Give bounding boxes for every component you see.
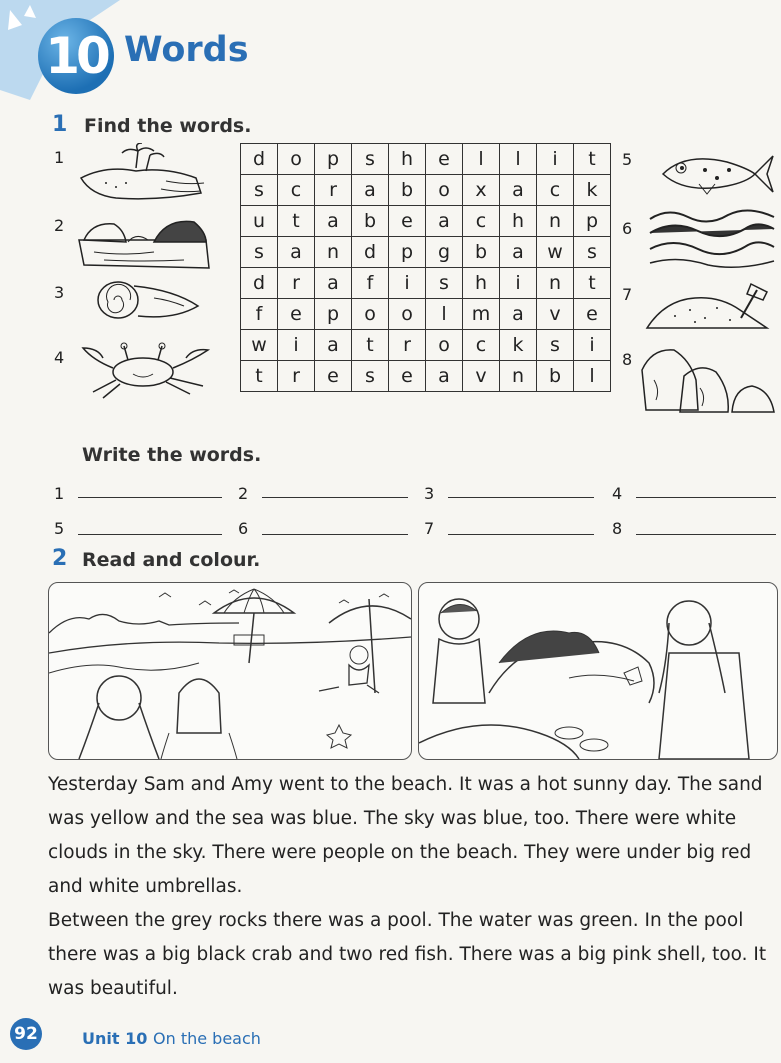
grid-cell[interactable]: s: [352, 361, 389, 392]
grid-cell[interactable]: p: [574, 206, 611, 237]
footer-topic: On the beach: [153, 1029, 261, 1048]
answer-line-4[interactable]: [636, 497, 776, 498]
grid-cell[interactable]: a: [315, 268, 352, 299]
grid-cell[interactable]: l: [500, 144, 537, 175]
grid-cell[interactable]: e: [389, 206, 426, 237]
grid-cell[interactable]: i: [500, 268, 537, 299]
rocks-icon: [74, 210, 214, 274]
grid-cell[interactable]: s: [537, 330, 574, 361]
grid-cell[interactable]: s: [241, 237, 278, 268]
grid-cell[interactable]: i: [278, 330, 315, 361]
grid-cell[interactable]: s: [241, 175, 278, 206]
grid-cell[interactable]: w: [241, 330, 278, 361]
answer-line-3[interactable]: [448, 497, 594, 498]
answer-line-2[interactable]: [262, 497, 408, 498]
grid-cell[interactable]: c: [463, 330, 500, 361]
grid-cell[interactable]: t: [352, 330, 389, 361]
grid-cell[interactable]: c: [537, 175, 574, 206]
grid-cell[interactable]: t: [241, 361, 278, 392]
grid-cell[interactable]: v: [463, 361, 500, 392]
grid-cell[interactable]: t: [574, 144, 611, 175]
grid-row: [241, 175, 611, 206]
grid-cell[interactable]: n: [537, 206, 574, 237]
grid-cell[interactable]: u: [241, 206, 278, 237]
grid-row: [241, 268, 611, 299]
grid-cell[interactable]: a: [500, 237, 537, 268]
picture-number: 1: [54, 148, 65, 167]
grid-cell[interactable]: e: [315, 361, 352, 392]
grid-cell[interactable]: i: [574, 330, 611, 361]
grid-cell[interactable]: x: [463, 175, 500, 206]
grid-cell[interactable]: e: [278, 299, 315, 330]
grid-row: [241, 361, 611, 392]
picture-number: 4: [54, 348, 65, 367]
grid-cell[interactable]: h: [389, 144, 426, 175]
grid-cell[interactable]: e: [389, 361, 426, 392]
grid-cell[interactable]: m: [463, 299, 500, 330]
picture-number: 6: [622, 219, 633, 238]
story-paragraph-1: Yesterday Sam and Amy went to the beach. It was a hot sunny day. The sand was yellow and the sea was blue. The sky was blue, too. There were white clouds in the sky. There were people on the beach. They were under big red and white umbrellas.: [48, 774, 763, 897]
grid-row: [241, 330, 611, 361]
stones-icon: [640, 340, 778, 418]
grid-cell[interactable]: d: [241, 144, 278, 175]
island-icon: [76, 143, 206, 208]
grid-cell[interactable]: a: [426, 361, 463, 392]
footer-unit-label: Unit 10: [82, 1029, 148, 1048]
grid-cell[interactable]: d: [352, 237, 389, 268]
grid-row: [241, 299, 611, 330]
grid-cell[interactable]: e: [426, 144, 463, 175]
fish-icon: [655, 148, 777, 198]
word-search-grid: [240, 143, 611, 392]
grid-cell[interactable]: h: [500, 206, 537, 237]
grid-cell[interactable]: w: [537, 237, 574, 268]
grid-cell[interactable]: n: [537, 268, 574, 299]
answer-line-1[interactable]: [78, 497, 222, 498]
grid-cell[interactable]: p: [389, 237, 426, 268]
grid-cell[interactable]: n: [500, 361, 537, 392]
answer-number: 5: [54, 519, 65, 538]
grid-cell[interactable]: v: [537, 299, 574, 330]
picture-number: 8: [622, 350, 633, 369]
grid-cell[interactable]: e: [574, 299, 611, 330]
grid-cell[interactable]: k: [500, 330, 537, 361]
answer-number: 7: [424, 519, 435, 538]
beach-scene-drawing: [49, 583, 411, 759]
grid-cell[interactable]: a: [426, 206, 463, 237]
answer-line-8[interactable]: [636, 534, 776, 535]
section-1-number: 1: [52, 112, 68, 137]
grid-cell[interactable]: k: [574, 175, 611, 206]
grid-cell[interactable]: b: [389, 175, 426, 206]
grid-cell[interactable]: r: [389, 330, 426, 361]
answer-number: 8: [612, 519, 623, 538]
grid-cell[interactable]: r: [315, 175, 352, 206]
picture-number: 5: [622, 150, 633, 169]
grid-cell[interactable]: a: [500, 175, 537, 206]
picture-number: 7: [622, 285, 633, 304]
answer-number: 2: [238, 484, 249, 503]
grid-cell[interactable]: g: [426, 237, 463, 268]
grid-cell[interactable]: b: [463, 237, 500, 268]
grid-cell[interactable]: t: [278, 206, 315, 237]
grid-cell[interactable]: b: [352, 206, 389, 237]
grid-cell[interactable]: l: [426, 299, 463, 330]
section-1-title: Find the words.: [84, 115, 252, 137]
grid-cell[interactable]: p: [315, 299, 352, 330]
grid-cell[interactable]: a: [315, 330, 352, 361]
grid-cell[interactable]: s: [574, 237, 611, 268]
answer-number: 4: [612, 484, 623, 503]
grid-cell[interactable]: n: [315, 237, 352, 268]
crab-icon: [68, 340, 218, 400]
grid-cell[interactable]: p: [315, 144, 352, 175]
grid-cell[interactable]: l: [463, 144, 500, 175]
rock-pool-scene-drawing: [419, 583, 777, 759]
grid-cell[interactable]: a: [315, 206, 352, 237]
shell-icon: [94, 276, 204, 324]
rock-pool-scene-picture[interactable]: [418, 582, 778, 760]
sand-icon: [645, 280, 775, 332]
answer-line-5[interactable]: [78, 534, 222, 535]
grid-cell[interactable]: a: [278, 237, 315, 268]
grid-cell[interactable]: i: [389, 268, 426, 299]
grid-cell[interactable]: h: [463, 268, 500, 299]
sea-icon: [648, 205, 776, 273]
beach-scene-picture[interactable]: [48, 582, 412, 760]
grid-cell[interactable]: o: [389, 299, 426, 330]
answer-number: 6: [238, 519, 249, 538]
page-number: 92: [10, 1018, 42, 1050]
grid-cell[interactable]: f: [352, 268, 389, 299]
grid-row: [241, 206, 611, 237]
grid-cell[interactable]: o: [426, 175, 463, 206]
grid-cell[interactable]: s: [352, 144, 389, 175]
grid-cell[interactable]: f: [241, 299, 278, 330]
grid-cell[interactable]: a: [352, 175, 389, 206]
grid-row: [241, 237, 611, 268]
grid-cell[interactable]: c: [278, 175, 315, 206]
answer-line-7[interactable]: [448, 534, 594, 535]
answer-line-6[interactable]: [262, 534, 408, 535]
answer-number: 3: [424, 484, 435, 503]
grid-cell[interactable]: o: [426, 330, 463, 361]
grid-cell[interactable]: o: [352, 299, 389, 330]
grid-cell[interactable]: a: [500, 299, 537, 330]
grid-cell[interactable]: s: [426, 268, 463, 299]
story-paragraph-2: Between the grey rocks there was a pool. The water was green. In the pool there was a big black crab and two red fish. There was a big pink shell, too. It was beautiful.: [48, 910, 767, 999]
picture-number: 2: [54, 216, 65, 235]
unit-number-badge: 10: [38, 18, 114, 94]
answer-number: 1: [54, 484, 65, 503]
write-words-title: Write the words.: [82, 444, 262, 466]
grid-cell[interactable]: c: [463, 206, 500, 237]
grid-cell[interactable]: d: [241, 268, 278, 299]
grid-cell[interactable]: l: [574, 361, 611, 392]
picture-number: 3: [54, 283, 65, 302]
grid-cell[interactable]: b: [537, 361, 574, 392]
grid-cell[interactable]: r: [278, 268, 315, 299]
grid-cell[interactable]: t: [574, 268, 611, 299]
page-title: Words: [124, 30, 249, 70]
grid-cell[interactable]: o: [278, 144, 315, 175]
section-2-number: 2: [52, 546, 68, 571]
grid-row: [241, 144, 611, 175]
section-2-title: Read and colour.: [82, 549, 261, 571]
grid-cell[interactable]: r: [278, 361, 315, 392]
grid-cell[interactable]: i: [537, 144, 574, 175]
